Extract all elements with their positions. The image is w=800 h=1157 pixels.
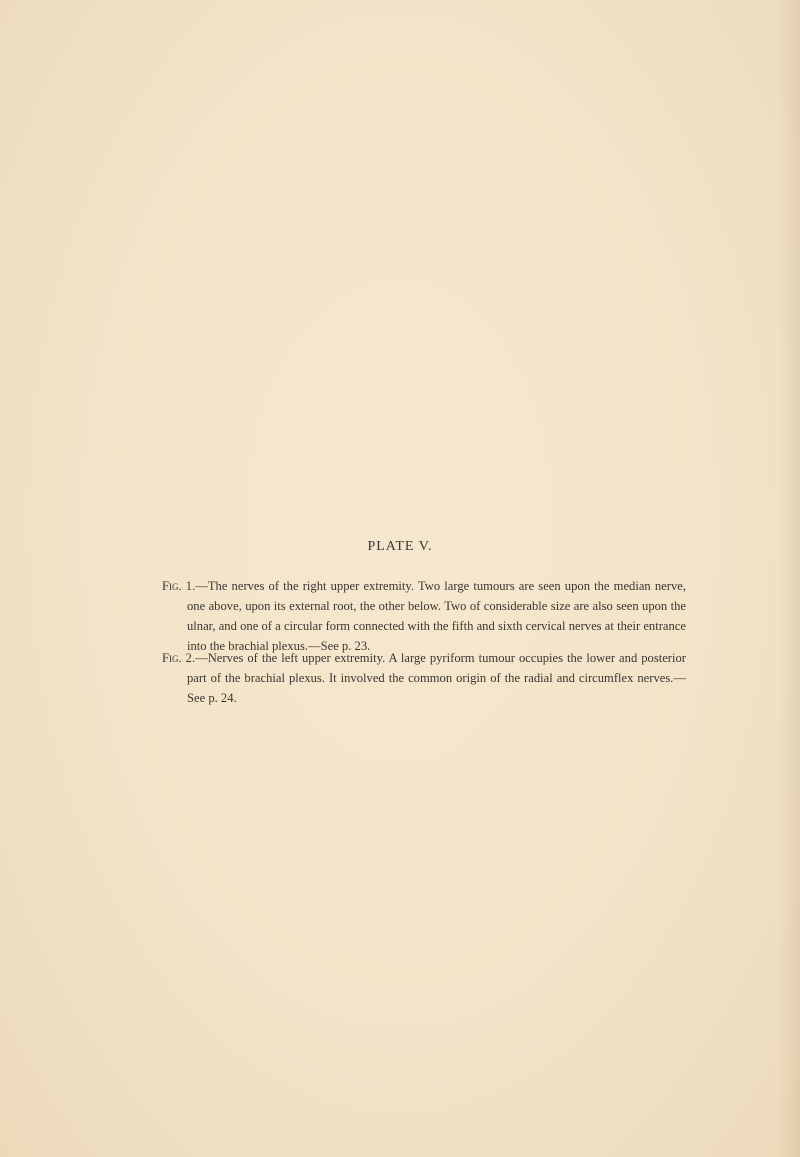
plate-title: PLATE V. <box>367 539 433 554</box>
page-edge-shadow <box>778 0 800 1157</box>
figure-1-text: 1.—The nerves of the right upper extremity. Two large tumours are seen upon the median nerve, one above, upon its external root, the other below. Two of considerable size are also seen upon the ulnar, and one of a circular form connected with the fifth and sixth cervical nerves at their entrance into the brachial plexus.—See p. 23. <box>185 579 686 653</box>
figure-1-label: Fig. <box>162 579 182 593</box>
figure-1-caption <box>162 576 686 656</box>
figure-2-text: 2.—Nerves of the left upper extremity. A large pyriform tumour occupies the lower and posterior part of the brachial plexus. It involved the common origin of the radial and circumflex nerves.—See p. 24. <box>185 651 686 705</box>
figure-2-label: Fig. <box>162 651 182 665</box>
figure-2-caption <box>162 648 686 708</box>
